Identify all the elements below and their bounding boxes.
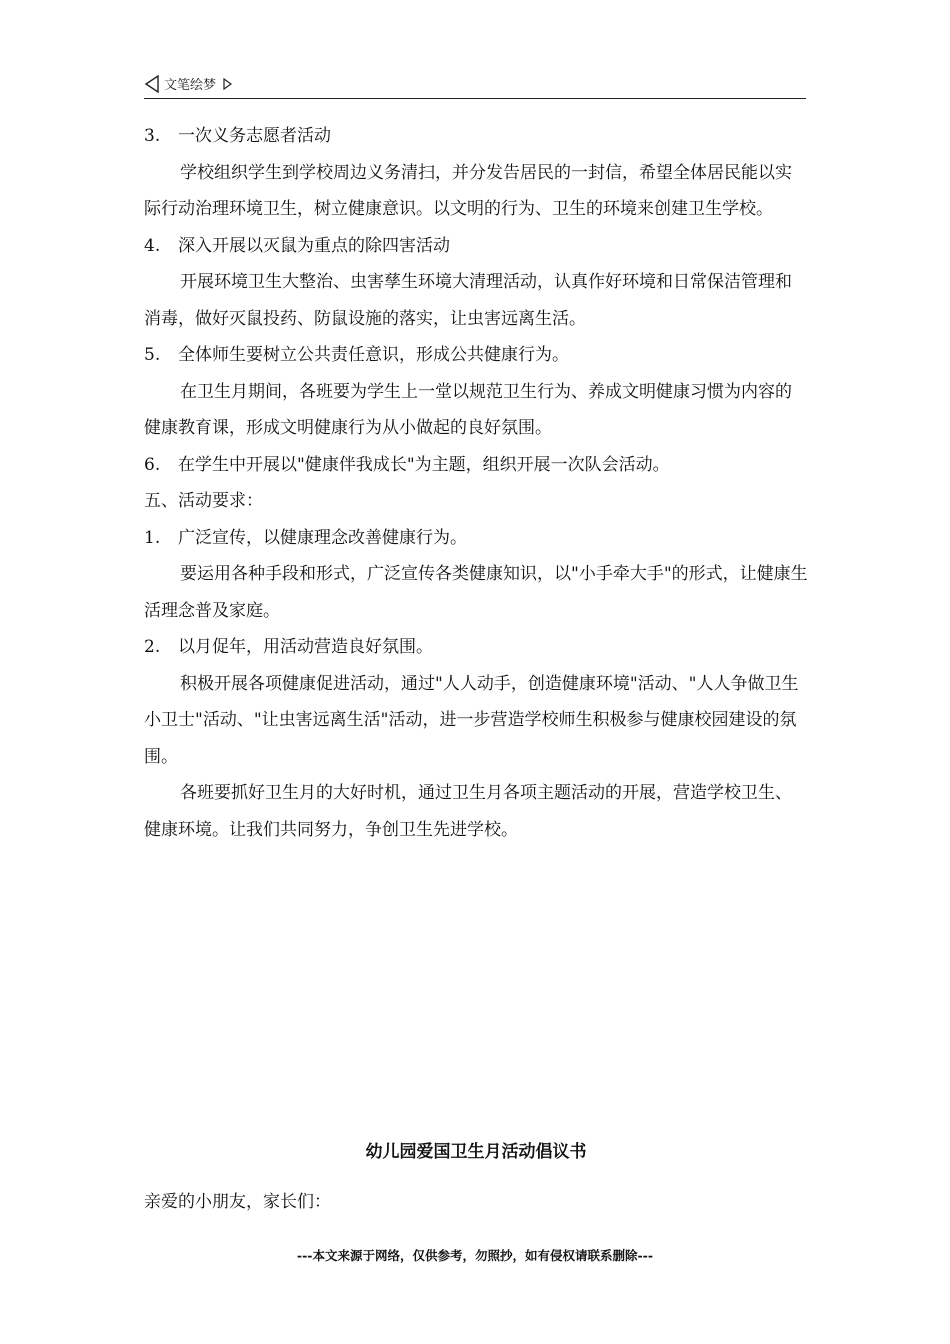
paragraph: 各班要抓好卫生月的大好时机，通过卫生月各项主题活动的开展，营造学校卫生、健康环境。让我们共同努力，争创卫生先进学校。: [144, 783, 792, 840]
header-brand: [144, 74, 232, 93]
list-item: [144, 629, 808, 666]
document-body: [144, 118, 808, 848]
paragraph: 要运用各种手段和形式，广泛宣传各类健康知识，以"小手牵大手"的形式，让健康生活理念普及家庭。: [144, 564, 808, 621]
list-item: [144, 520, 808, 557]
item-number: 4.: [144, 235, 161, 256]
paragraph: 在卫生月期间，各班要为学生上一堂以规范卫生行为、养成文明健康习惯为内容的健康教育课，形成文明健康行为从小做起的良好氛围。: [144, 381, 792, 438]
item-text: 一次义务志愿者活动: [178, 126, 331, 146]
item-text: 在学生中开展以"健康伴我成长"为主题，组织开展一次队会活动。: [178, 454, 670, 475]
item-number: 2.: [144, 637, 161, 657]
list-item: [144, 337, 808, 374]
paragraph: 积极开展各项健康促进活动，通过"人人动手，创造健康环境"活动、"人人争做卫生小卫士"活动、"让虫害远离生活"活动，进一步营造学校师生积极参与健康校园建设的氛围。: [144, 673, 799, 767]
left-triangle-icon: [144, 75, 160, 93]
item-number: 6.: [144, 454, 161, 475]
page-header: [144, 74, 806, 99]
list-item: [144, 228, 808, 265]
footer-disclaimer: ---本文来源于网络，仅供参考，勿照抄，如有侵权请联系删除---: [296, 1248, 654, 1263]
document-title: 幼儿园爱国卫生月活动倡议书: [365, 1142, 587, 1162]
item-number: 1.: [144, 527, 161, 548]
item-text: 深入开展以灭鼠为重点的除四害活动: [178, 235, 450, 256]
item-number: 3.: [144, 126, 161, 146]
item-text: 全体师生要树立公共责任意识，形成公共健康行为。: [178, 345, 569, 365]
paragraph: 学校组织学生到学校周边义务清扫，并分发告居民的一封信，希望全体居民能以实际行动治理环境卫生，树立健康意识。以文明的行为、卫生的环境来创建卫生学校。: [144, 162, 792, 219]
right-triangle-icon: [222, 78, 232, 90]
section-heading: 五、活动要求：: [144, 491, 263, 511]
list-item: [144, 447, 808, 484]
greeting: 亲爱的小朋友，家长们：: [144, 1192, 331, 1212]
item-text: 广泛宣传，以健康理念改善健康行为。: [178, 527, 467, 548]
list-item: [144, 118, 808, 155]
paragraph: 开展环境卫生大整治、虫害孳生环境大清理活动，认真作好环境和日常保洁管理和消毒，做好灭鼠投药、防鼠设施的落实，让虫害远离生活。: [144, 272, 792, 329]
item-number: 5.: [144, 345, 161, 365]
item-text: 以月促年，用活动营造良好氛围。: [178, 637, 433, 657]
header-brand-text: 文笔绘梦: [164, 78, 217, 93]
